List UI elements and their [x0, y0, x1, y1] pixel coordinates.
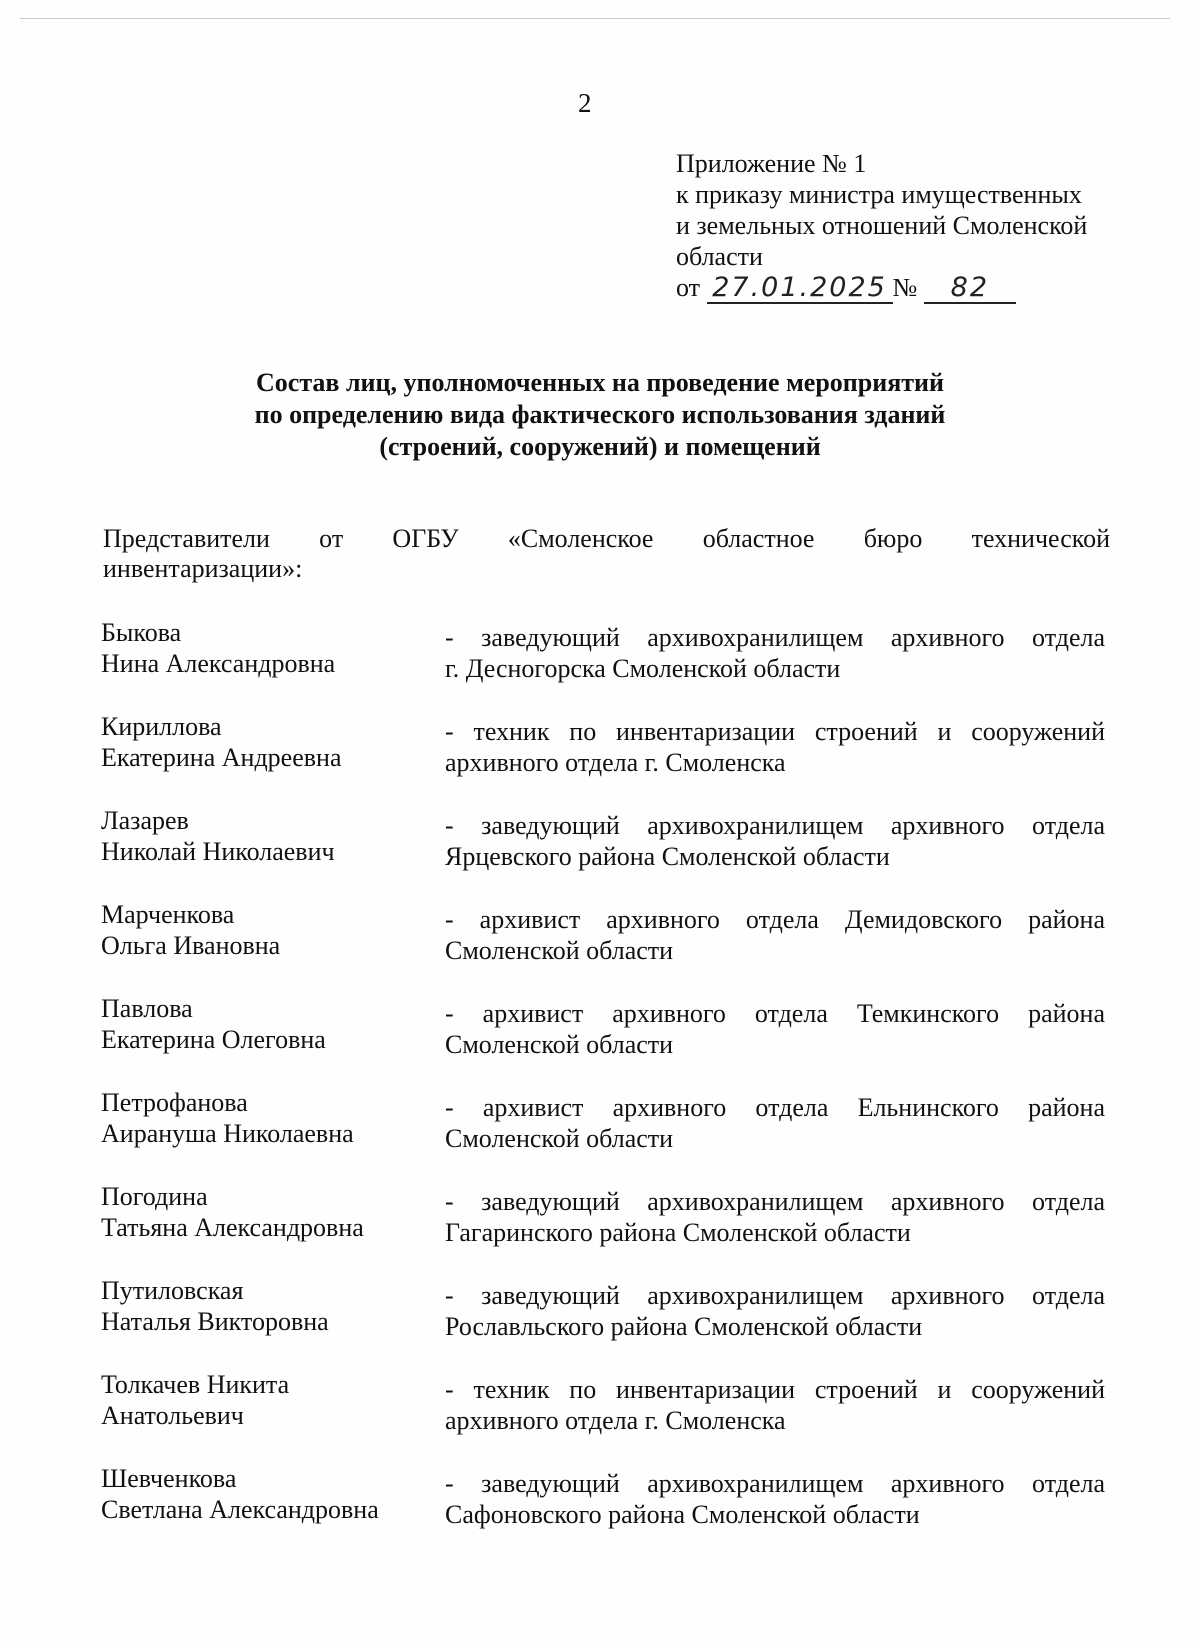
number-value: 82: [950, 272, 990, 303]
member-name: [101, 1463, 421, 1525]
member-given-names: Екатерина Олеговна: [101, 1025, 326, 1054]
member-given-names: Нина Александровна: [101, 649, 336, 678]
position-line: - заведующий архивохранилищем архивного отдела: [445, 1187, 1105, 1216]
member-name: [101, 805, 421, 867]
intro-paragraph: [103, 524, 1110, 584]
appendix-line: и земельных отношений Смоленской: [676, 211, 1088, 240]
position-line: г. Десногорска Смоленской области: [445, 654, 841, 683]
member-name: [101, 1275, 421, 1337]
appendix-line: к приказу министра имущественных: [676, 180, 1082, 209]
member-surname: Павлова: [101, 994, 193, 1023]
member-given-names: Екатерина Андреевна: [101, 743, 342, 772]
handwritten-number: [924, 274, 1016, 304]
handwritten-date: [707, 274, 893, 304]
member-surname: Погодина: [101, 1182, 208, 1211]
position-line: Рославльского района Смоленской области: [445, 1312, 923, 1341]
member-name: [101, 617, 421, 679]
position-line: - архивист архивного отдела Темкинского района: [445, 999, 1105, 1028]
member-surname: Кириллова: [101, 712, 222, 741]
member-given-names: Татьяна Александровна: [101, 1213, 364, 1242]
position-line: - архивист архивного отдела Ельнинского района: [445, 1093, 1105, 1122]
member-position: [445, 1374, 1105, 1436]
title-line: Состав лиц, уполномоченных на проведение мероприятий: [256, 368, 944, 397]
date-value: 27.01.2025: [712, 272, 887, 303]
document-title: [120, 367, 1080, 463]
date-prefix: от: [676, 273, 701, 302]
position-line: - техник по инвентаризации строений и сооружений: [445, 1375, 1105, 1404]
position-line: - заведующий архивохранилищем архивного отдела: [445, 1469, 1105, 1498]
member-position: [445, 904, 1105, 966]
member-position: [445, 1280, 1105, 1342]
title-line: по определению вида фактического использования зданий: [254, 400, 946, 429]
member-surname: Быкова: [101, 618, 182, 647]
appendix-line: Приложение № 1: [676, 149, 867, 178]
member-surname: Петрофанова: [101, 1088, 248, 1117]
appendix-header: [676, 148, 1146, 304]
position-line: - архивист архивного отдела Демидовского района: [445, 905, 1105, 934]
position-line: архивного отдела г. Смоленска: [445, 1406, 786, 1435]
position-line: Смоленской области: [445, 936, 674, 965]
scan-edge-line: [20, 18, 1170, 19]
member-name: [101, 899, 421, 961]
position-line: Гагаринского района Смоленской области: [445, 1218, 911, 1247]
member-given-names: Аирануша Николаевна: [101, 1119, 354, 1148]
member-name: [101, 993, 421, 1055]
member-name: [101, 711, 421, 773]
position-line: Сафоновского района Смоленской области: [445, 1500, 920, 1529]
title-line: (строений, сооружений) и помещений: [379, 432, 821, 461]
member-position: [445, 1186, 1105, 1248]
position-line: Ярцевского района Смоленской области: [445, 842, 890, 871]
member-name: [101, 1181, 421, 1243]
member-position: [445, 1468, 1105, 1530]
page-number: 2: [578, 88, 592, 118]
member-surname: Лазарев: [101, 806, 189, 835]
intro-line: инвентаризации»:: [103, 554, 303, 583]
intro-line: Представители от ОГБУ «Смоленское областное бюро технической: [103, 524, 1110, 553]
position-line: Смоленской области: [445, 1030, 674, 1059]
position-line: Смоленской области: [445, 1124, 674, 1153]
position-line: - техник по инвентаризации строений и сооружений: [445, 717, 1105, 746]
position-line: архивного отдела г. Смоленска: [445, 748, 786, 777]
member-given-names: Анатольевич: [101, 1401, 244, 1430]
member-position: [445, 622, 1105, 684]
member-surname: Путиловская: [101, 1276, 244, 1305]
member-name: [101, 1087, 421, 1149]
member-surname: Толкачев Никита: [101, 1370, 290, 1399]
member-position: [445, 716, 1105, 778]
number-sign: №: [892, 273, 918, 302]
order-date-number-line: [676, 272, 1146, 304]
member-given-names: Николай Николаевич: [101, 837, 335, 866]
member-name: [101, 1369, 421, 1431]
member-position: [445, 998, 1105, 1060]
position-line: - заведующий архивохранилищем архивного отдела: [445, 811, 1105, 840]
member-position: [445, 1092, 1105, 1154]
member-given-names: Наталья Викторовна: [101, 1307, 329, 1336]
member-position: [445, 810, 1105, 872]
member-surname: Марченкова: [101, 900, 235, 929]
appendix-line: области: [676, 242, 763, 271]
member-surname: Шевченкова: [101, 1464, 237, 1493]
position-line: - заведующий архивохранилищем архивного отдела: [445, 623, 1105, 652]
member-given-names: Ольга Ивановна: [101, 931, 281, 960]
position-line: - заведующий архивохранилищем архивного отдела: [445, 1281, 1105, 1310]
member-given-names: Светлана Александровна: [101, 1495, 379, 1524]
